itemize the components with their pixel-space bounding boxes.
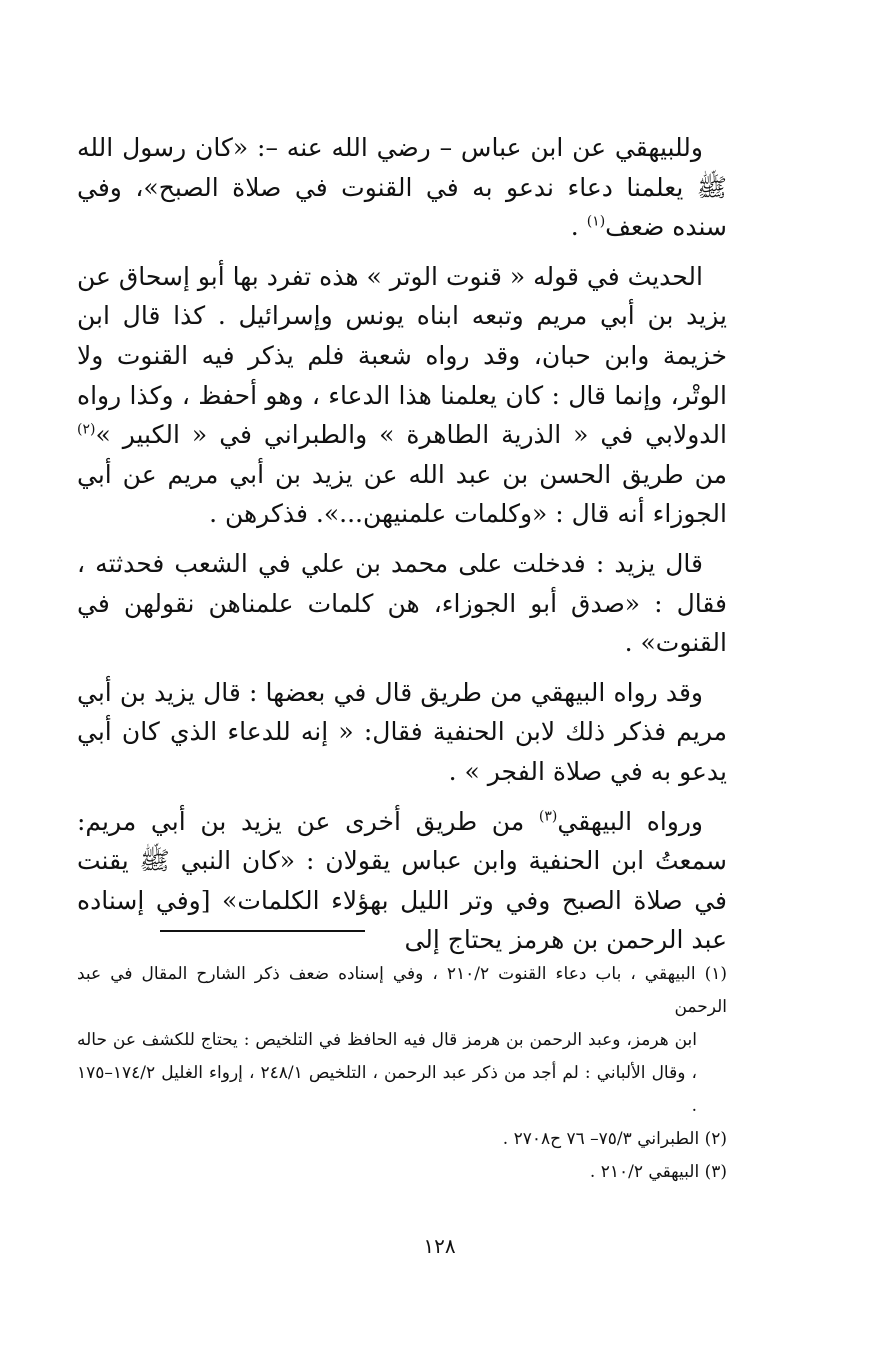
text-segment: الحديث في قوله « قنوت الوتر » هذه تفرد بها أبو إسحاق عن يزيد بن أبي مريم وتبعه ابناه يونس وإسرائيل . كذا قال ابن خزيمة وابن حبان، وقد رواه شعبة فلم يذكر فيه القنوت ولا الوتْر، وإنما قال : كان يعلمنا هذا الدعاء ، وهو أحفظ ، وكذا رواه الدولابي في « الذرية الطاهرة » والطبراني في « الكبير » [77, 261, 727, 450]
main-body-text [77, 128, 727, 970]
text-segment: وقد رواه البيهقي من طريق قال في بعضها : قال يزيد بن أبي مريم فذكر ذلك لابن الحنفية فقال: « إنه للدعاء الذي كان أبي يدعو به في صلاة الفجر » . [77, 677, 727, 786]
text-segment: من طريق الحسن بن عبد الله عن يزيد بن أبي مريم عن أبي الجوزاء أنه قال : «وكلمات علمنيهن...». فذكرهن . [77, 459, 727, 529]
text-segment: وللبيهقي عن ابن عباس – رضي الله عنه –: «كان رسول الله ﷺ يعلمنا دعاء ندعو به في القنوت في صلاة الصبح»، وفي سنده ضعف [77, 133, 727, 242]
paragraph-p2 [77, 257, 727, 534]
paragraph-p1 [77, 128, 727, 247]
footnotes-section [77, 958, 727, 1189]
paragraph-p4 [77, 673, 727, 792]
footnote-ref: (١) [586, 213, 606, 230]
footnote-ref: (٣) [538, 808, 558, 825]
text-segment: ورواه البيهقي [557, 806, 703, 836]
footnote-fn1: (١) البيهقي ، باب دعاء القنوت ٢١٠/٢ ، وفي إسناده ضعف ذكر الشارح المقال في عبد الرحمن [77, 964, 727, 1017]
paragraph-p3 [77, 544, 727, 663]
text-segment: . [570, 212, 587, 242]
footnote-fn3: (٣) البيهقي ٢١٠/٢ . [589, 1162, 727, 1182]
footnote-fn1b: ابن هرمز، وعبد الرحمن بن هرمز قال فيه الحافظ في التلخيص : يحتاج للكشف عن حاله ، وقال الألباني : لم أجد من ذكر عبد الرحمن ، التلخيص ٢٤٨/١ ، إرواء الغليل ١٧٤/٢–١٧٥ . [77, 1030, 698, 1116]
text-segment: قال يزيد : فدخلت على محمد بن علي في الشعب فحدثته ، فقال : «صدق أبو الجوزاء، هن كلمات علمناهن نقولهن في القنوت» . [77, 548, 727, 658]
text-segment: من طريق أخرى عن يزيد بن أبي مريم: سمعتُ ابن الحنفية وابن عباس يقولان : «كان النبي ﷺ يقنت في صلاة الصبح وفي وتر الليل بهؤلاء الكلمات» [وفي إسناده عبد الرحمن بن هرمز يحتاج إلى [77, 806, 727, 955]
paragraph-p5 [77, 802, 727, 960]
page-number: ١٢٨ [423, 1234, 456, 1258]
footnote-fn2: (٢) الطبراني ٧٥/٣– ٧٦ ح٢٧٠٨ . [502, 1129, 727, 1149]
footnote-ref: (٢) [77, 421, 96, 438]
footnote-separator [160, 930, 365, 932]
